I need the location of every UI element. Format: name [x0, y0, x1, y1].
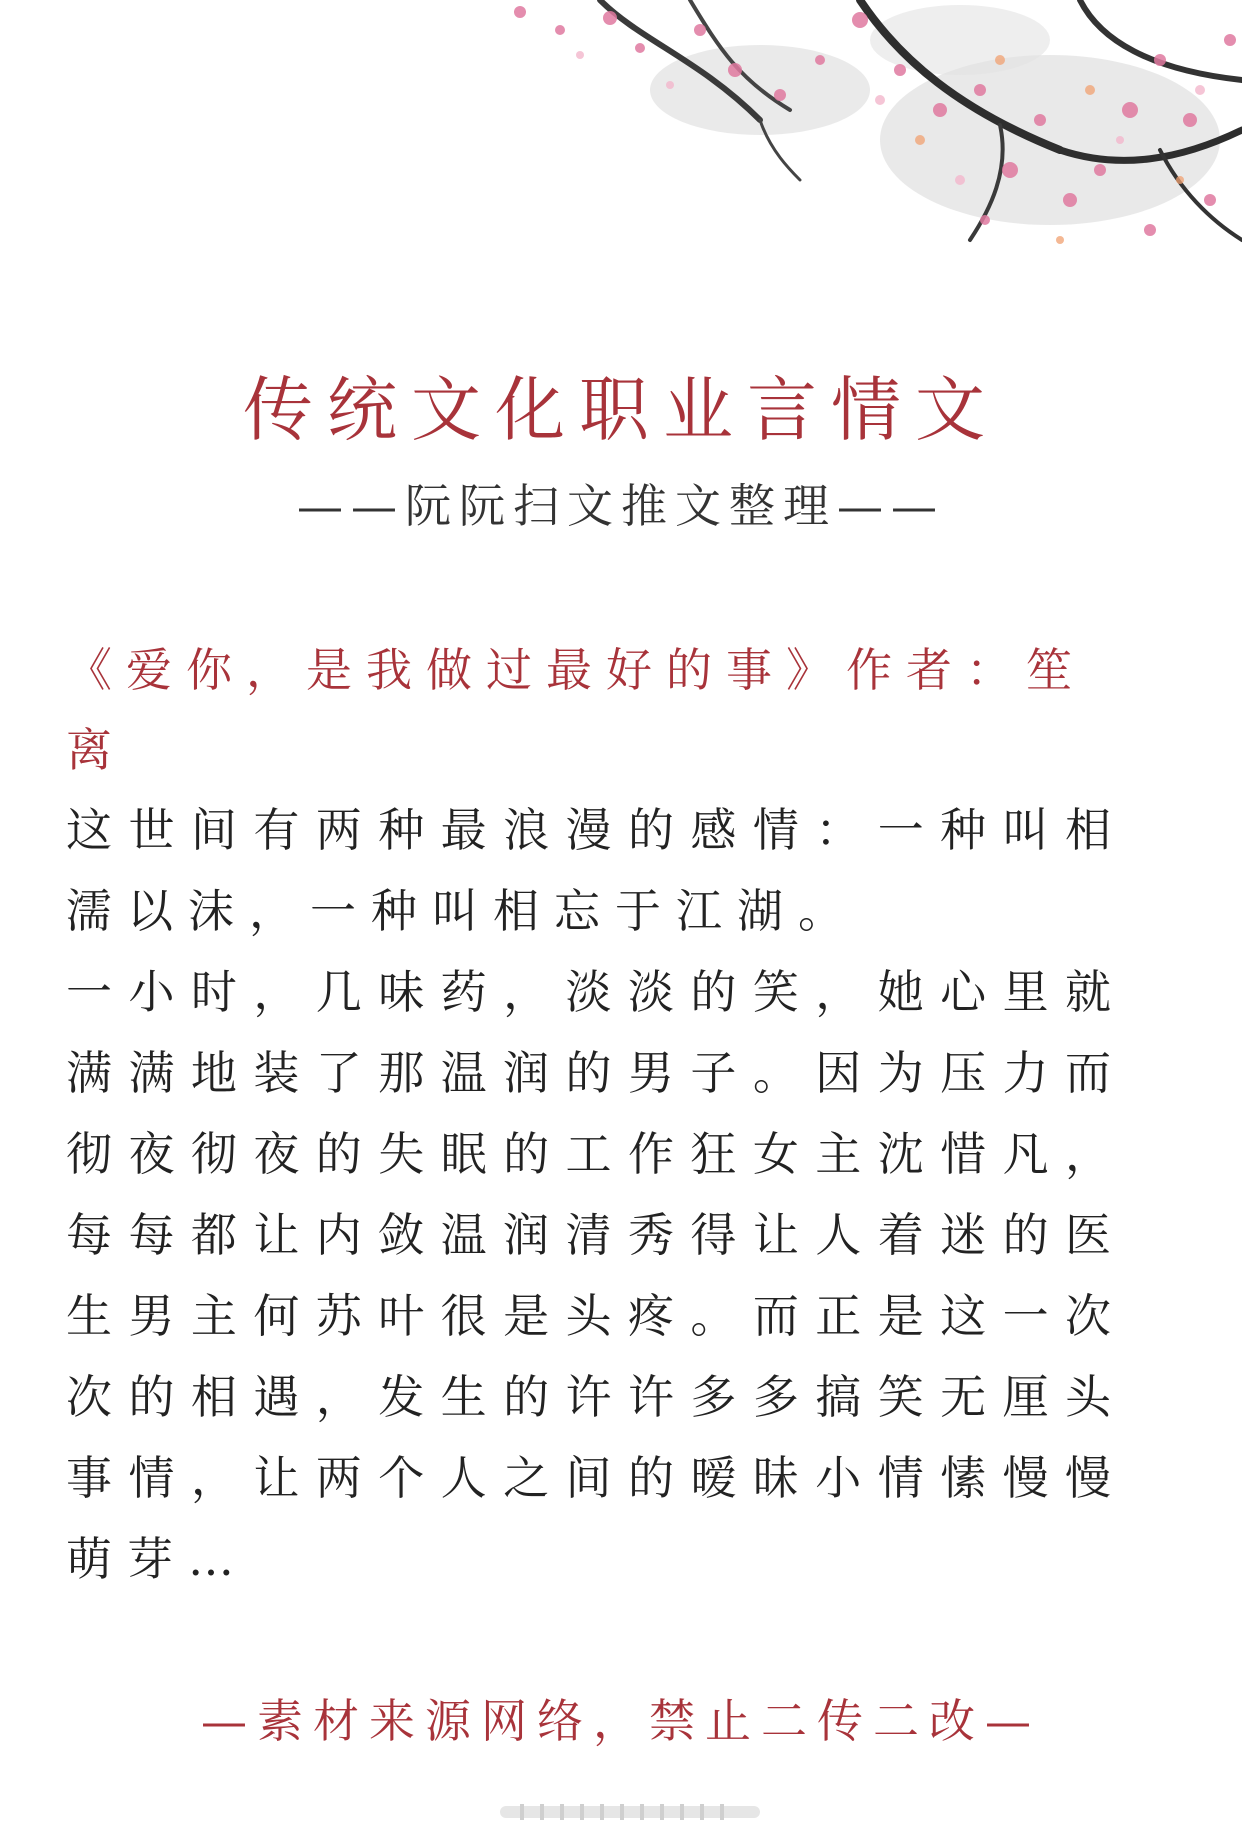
page-title: 传统文化职业言情文	[243, 369, 999, 451]
page-subtitle: ——阮阮扫文推文整理——	[297, 479, 945, 533]
synopsis-paragraph: 一小时，几味药，淡淡的笑，她心里就满满地装了那温润的男子。因为压力而彻夜彻夜的失眠的工作狂女主沈惜凡，每每都让内敛温润清秀得让人着迷的医生男主何苏叶很是头疼。而正是这一次次的相遇，发生的许许多多搞笑无厘头事情，让两个人之间的暧昧小情愫慢慢萌芽…	[66, 965, 1126, 1586]
synopsis-paragraph: 这世间有两种最浪漫的感情：一种叫相濡以沫，一种叫相忘于江湖。	[66, 803, 1126, 938]
book-title: 《爱你，是我做过最好的事》作者：笙离	[66, 643, 1086, 777]
plum-blossom-illustration	[0, 0, 1242, 270]
book-synopsis	[66, 790, 1126, 1600]
watermark-bar	[500, 1800, 760, 1824]
footer-notice: —素材来源网络，禁止二传二改—	[201, 1694, 1041, 1748]
